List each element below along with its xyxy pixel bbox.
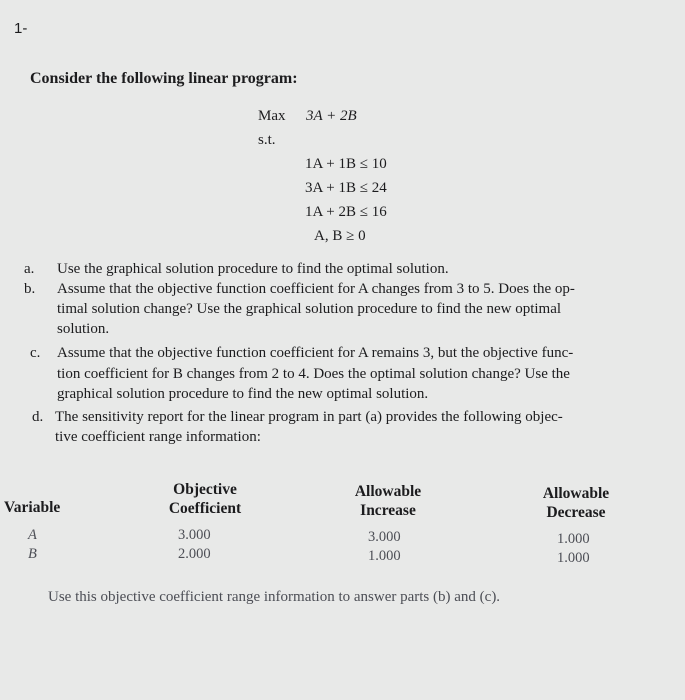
row-decrease: 1.000	[557, 550, 590, 566]
objective-keyword: Max	[258, 108, 286, 124]
header-decrease-line-2: Decrease	[546, 504, 606, 521]
constraint-2: 3A + 1B ≤ 24	[305, 180, 387, 196]
part-b-line-3: solution.	[57, 321, 110, 337]
nonnegativity-constraint: A, B ≥ 0	[314, 228, 366, 244]
problem-number: 1-	[14, 20, 28, 37]
header-increase-line-1: Allowable	[354, 483, 422, 500]
header-objective-coefficient	[150, 480, 260, 518]
part-d-line-1: The sensitivity report for the linear program in part (a) provides the following objec-	[55, 409, 563, 425]
header-increase-line-2: Increase	[360, 502, 416, 519]
part-d-label: d.	[32, 409, 44, 425]
part-b-line-2: timal solution change? Use the graphical solution procedure to find the new optimal	[57, 301, 562, 317]
row-increase: 3.000	[368, 529, 401, 545]
row-variable: B	[28, 546, 37, 562]
part-d-line-2: tive coefficient range information:	[55, 429, 261, 445]
constraint-1: 1A + 1B ≤ 10	[305, 156, 387, 172]
constraint-3: 1A + 2B ≤ 16	[305, 204, 387, 220]
part-b-line-1: Assume that the objective function coefficient for A changes from 3 to 5. Does the op-	[57, 281, 575, 297]
header-allowable-increase	[333, 482, 443, 520]
part-a-label: a.	[24, 261, 35, 277]
row-variable: A	[28, 527, 37, 543]
objective-function: 3A + 2B	[306, 108, 357, 124]
part-c-line-2: tion coefficient for B changes from 2 to 4. Does the optimal solution change? Use the	[57, 366, 570, 382]
row-decrease: 1.000	[557, 531, 590, 547]
row-coefficient: 2.000	[178, 546, 211, 562]
subject-to-label: s.t.	[258, 132, 276, 148]
footer-note: Use this objective coefficient range information to answer parts (b) and (c).	[48, 589, 501, 605]
part-c-line-1: Assume that the objective function coefficient for A remains 3, but the objective func-	[57, 345, 574, 361]
part-a-line-1: Use the graphical solution procedure to find the optimal solution.	[57, 261, 449, 277]
part-c-label: c.	[30, 345, 41, 361]
part-b-label: b.	[24, 281, 36, 297]
header-objective-line-1: Objective	[173, 481, 237, 498]
header-objective-line-2: Coefficient	[168, 500, 242, 517]
part-c-line-3: graphical solution procedure to find the new optimal solution.	[57, 386, 429, 402]
header-decrease-line-1: Allowable	[542, 485, 610, 502]
row-increase: 1.000	[368, 548, 401, 564]
row-coefficient: 3.000	[178, 527, 211, 543]
intro-text: Consider the following linear program:	[30, 70, 298, 87]
header-variable: Variable	[4, 499, 61, 516]
header-allowable-decrease	[521, 484, 631, 522]
